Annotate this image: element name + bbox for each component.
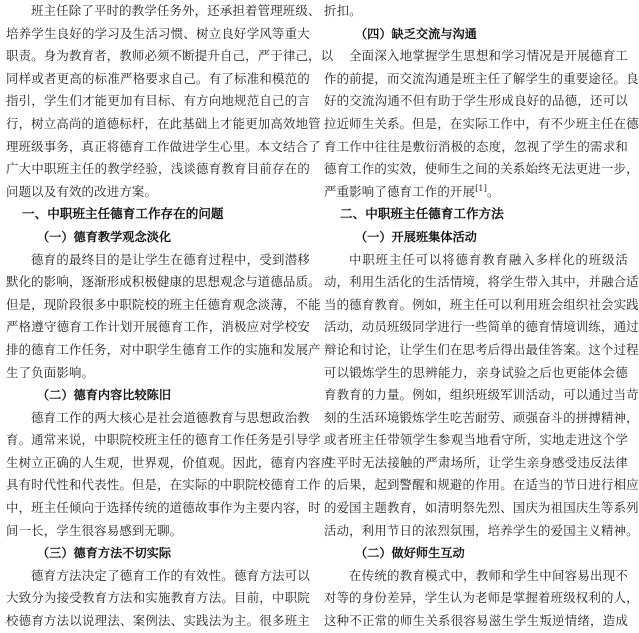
paragraph [324,565,639,633]
right-column [324,0,639,629]
paragraph [324,249,639,543]
text-line: 同样或者更高的标准严格要求自己。有了标准和模范的 [6,70,310,86]
paragraph [6,249,321,385]
text-line: 具有时代性和代表性。但是，在实际的中职院校德育工作 [6,477,321,493]
text-line [324,181,628,204]
text-line: 当的德育教育。例如，班主任可以利用班会组织社会实践 [324,296,639,312]
text-line: 生树立正确的人生观，世界观，价值观。因此，德育内容应 [6,454,334,470]
left-column [6,0,334,629]
text-line: 间一长，学生很容易感到无聊。 [6,522,183,538]
intro-paragraph [6,0,334,203]
text-line: 折扣。 [324,3,362,18]
text-line: 育教育的力量。例如，组织班级军训活动，可以通过当苛 [324,387,639,403]
paragraph [324,45,639,203]
text-line: 辩论和讨论，让学生们在思考后得出最佳答案。这个过程 [324,341,639,357]
text-line: 动，利用生活化的生活情境，将学生带入其中，并融合适 [324,274,639,290]
text-line: 但是，现阶段很多中职院校的班主任德育观念淡薄，不能 [6,296,321,312]
text-line: 严格遵守德育工作计划开展德育工作，消极应对学校安 [6,319,310,335]
subsection-heading: （一）开展班集体活动 [355,229,477,244]
section-heading-problems: 一、中职班主任德育工作存在的问题 [22,206,224,222]
text-line: 在传统的教育模式中，教师和学生中间容易出现不 [349,567,628,583]
subsection-heading: （四）缺乏交流与沟通 [355,26,477,41]
text-line: 育。通常来说，中职院校班主任的德育工作任务是引导学 [6,432,321,448]
text-line: 好的交流沟通不但有助于学生形成良好的品德，还可以 [324,93,628,109]
subsection-heading: （二）德育内容比较陈旧 [37,388,172,403]
text-line: 中职班主任可以将德育教育融入多样化的班级活 [349,251,628,267]
text-line: 排的德育工作任务，对中职学生德育工作的实施和发展产 [6,341,321,357]
text-line: 德育工作的实效，使师生之间的关系始终无法更进一步， [324,161,639,177]
text-line: 的爱国主题教育，如清明祭先烈、国庆为祖国庆生等系列 [324,500,639,516]
text-line: 生平时无法接触的严肃场所，让学生亲身感受违反法律 [324,454,628,470]
paragraph [6,407,334,543]
text-line: 广大中职班主任的教学经验，浅谈德育教育目前存在的 [6,161,310,177]
text-line: 德育工作的两大核心是社会道德教育与思想政治教 [31,409,310,425]
text-line: 大致分为接受教育方法和实施教育方法。目前，中职院 [6,590,310,606]
text-line: 对等的身份差异，学生认为老师是掌握着班级权利的人， [324,590,639,606]
text-line: 问题以及有效的改进方案。 [6,183,158,199]
text-line: 全面深入地掌握学生思想和学习情况是开展德育工 [349,48,628,64]
text-line: 拉近师生关系。但是，在实际工作中，有不少班主任在德 [324,115,639,131]
text-line: 刻的生活环境锻炼学生吃苦耐劳、顽强奋斗的拼搏精神， [324,409,639,425]
text-line: 育工作中往往是敷衍消极的态度，忽视了学生的需求和 [324,138,628,154]
text-line: 默化的影响，逐渐形成积极健康的思想观念与道德品质。 [6,274,321,290]
text-line: 德育的最终目的是让学生在德育过程中，受到潜移 [31,251,310,267]
text-line: 作的前提，而交流沟通是班主任了解学生的重要途径。良 [324,70,639,86]
text-line: 这种不正常的师生关系很容易滋生学生叛逆情绪，造成 [324,613,628,629]
text-line: 中，班主任倾向于选择传统的道德故事作为主要内容，时 [6,500,321,516]
text-line: 可以锻炼学生的思辨能力，亲身试验之后也更能体会德 [324,364,628,380]
text-line: 德育方法决定了德育工作的有效性。德育方法可以 [31,567,310,583]
text-line: 生了负面影响。 [6,364,95,380]
subsection-heading: （三）德育方法不切实际 [37,546,172,561]
text-line: 职责。身为教育者，教师必须不断提升自己，严于律己，以 [6,48,334,64]
text-line: 指引，学生们才能更加有目标、有方向地规范自己的言 [6,93,310,109]
text-line: 的后果，起到警醒和规避的作用。在适当的节日进行相应 [324,477,639,493]
text-line: 或者班主任带领学生参观当地看守所，实地走进这个学 [324,432,628,448]
section-heading-methods: 二、中职班主任德育工作方法 [340,206,504,222]
text-line: 班主任除了平时的教学任务外，还承担着管理班级、 [31,3,321,18]
text-span: 。 [487,183,500,199]
subsection-heading: （二）做好师生互动 [355,546,465,561]
text-span: 严重影响了德育工作的开展 [324,183,476,199]
subsection-heading: （一）德育教学观念淡化 [37,229,172,244]
paragraph [6,565,310,633]
text-line: 理班级事务，真正将德育工作做进学生心里。本文结合了 [6,138,321,154]
text-line: 校德育方法以说理法、案例法、实践法为主。很多班主 [6,613,310,629]
citation-ref: [1] [475,183,488,193]
text-line: 培养学生良好的学习及生活习惯、树立良好学风等重大 [6,25,310,41]
text-line: 活动，动员班级同学进行一些简单的德育情境训练，通过 [324,319,639,335]
text-line: 活动，利用节日的浓烈氛围，培养学生的爱国主义精神。 [324,522,639,538]
text-line: 行，树立高尚的道德标杆，在此基础上才能更加高效地管 [6,115,321,131]
